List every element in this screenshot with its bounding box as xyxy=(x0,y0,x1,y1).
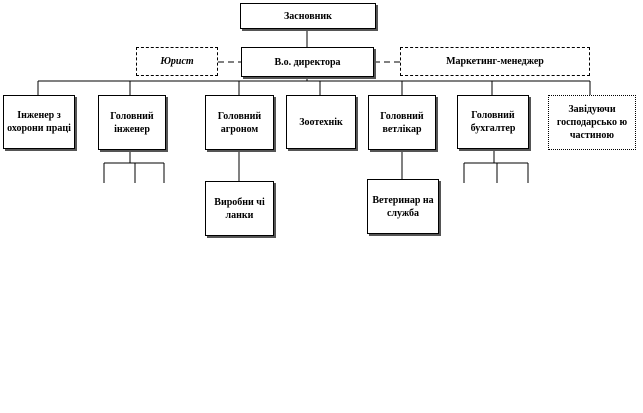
lawyer-label: Юрист xyxy=(160,56,194,67)
chief-agronomist-label: Головний агроном xyxy=(217,110,262,135)
zootechnician-label: Зоотехнік xyxy=(299,116,343,128)
founder-label: Засновник xyxy=(284,10,332,22)
zootechnician-box xyxy=(286,95,356,149)
director-box xyxy=(241,47,374,77)
chief-vet-label: Головний ветлікар xyxy=(380,110,424,135)
chief-accountant-box xyxy=(457,95,529,149)
chief-vet-box xyxy=(368,95,436,150)
production-units-label: Виробни чі ланки xyxy=(214,196,265,221)
vet-service-label: Ветеринар на служба xyxy=(372,194,434,219)
chief-engineer-label: Головний інженер xyxy=(110,110,154,135)
chief-engineer-box xyxy=(98,95,166,150)
household-head-label: Завідуючи господарсько ю частиною xyxy=(556,104,628,141)
founder-box xyxy=(240,3,376,29)
lawyer-box xyxy=(136,47,218,76)
director-label: В.о. директора xyxy=(274,56,341,68)
production-units-box xyxy=(205,181,274,236)
marketing-manager-box xyxy=(400,47,590,76)
safety-engineer-box xyxy=(3,95,75,149)
safety-engineer-label: Інженер з охорони праці xyxy=(7,110,71,134)
chief-agronomist-box xyxy=(205,95,274,150)
marketing-manager-label: Маркетинг-менеджер xyxy=(446,56,544,67)
household-head-box xyxy=(548,95,636,150)
vet-service-box xyxy=(367,179,439,234)
chief-accountant-label: Головний бухгалтер xyxy=(470,110,516,134)
